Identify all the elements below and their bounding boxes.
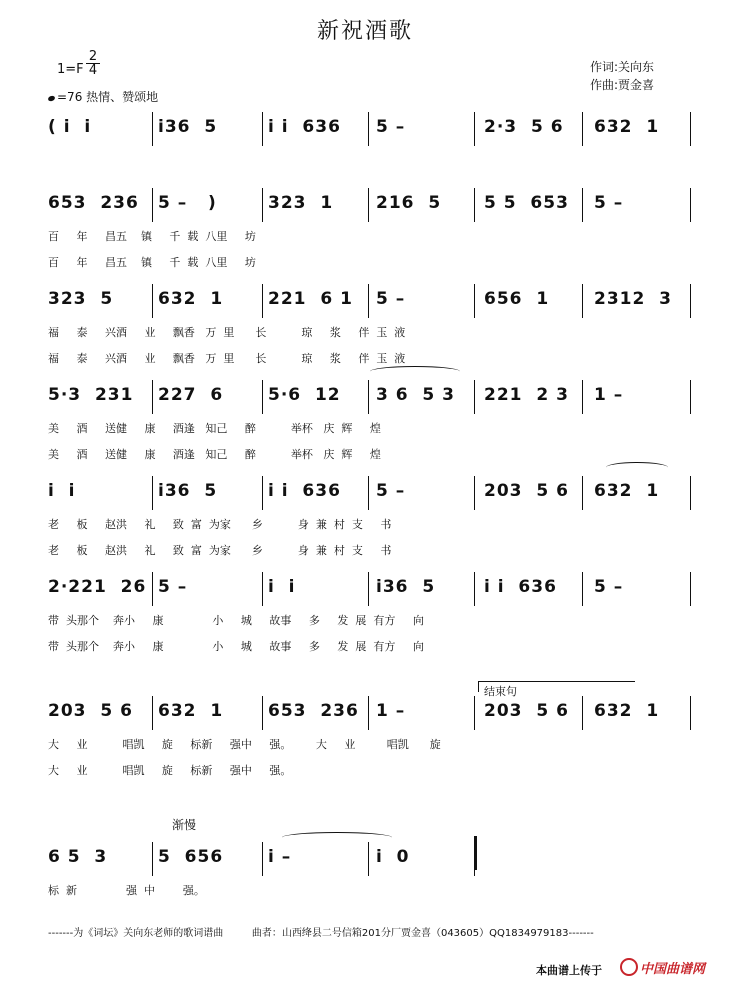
measure-notes: i – — [268, 847, 292, 867]
barline — [262, 112, 263, 146]
site-logo — [620, 958, 705, 977]
measure-notes: 653 236 — [48, 193, 139, 213]
barline — [368, 284, 369, 318]
measure-notes: 216 5 — [376, 193, 442, 213]
lyric-line: 美 酒 送健 康 酒逢 知己 醉 举杯 庆 辉 煌 — [48, 448, 381, 461]
time-signature — [86, 50, 100, 77]
lyricist-credit: 作词:关向东 — [590, 60, 655, 74]
measure-notes: 5·6 12 — [268, 385, 341, 405]
lyric-line: 老 板 赵洪 礼 致 富 为家 乡 身 兼 村 支 书 — [48, 518, 392, 531]
measure-notes: 203 5 6 — [484, 481, 569, 501]
meter-top: 2 — [86, 50, 100, 64]
measure-notes: i i 636 — [268, 481, 341, 501]
lyric-line: 福 泰 兴酒 业 飘香 万 里 长 琼 浆 伴 玉 液 — [48, 352, 406, 365]
barline — [368, 112, 369, 146]
measure-notes: 221 2 3 — [484, 385, 569, 405]
measure-notes: 5 – — [158, 577, 188, 597]
slur — [282, 832, 392, 843]
barline — [474, 696, 475, 730]
lyric-line: 大 业 唱凯 旋 标新 强中 强。 大 业 唱凯 旋 — [48, 738, 441, 751]
barline — [152, 188, 153, 222]
barline — [690, 696, 691, 730]
tempo-marking — [48, 88, 158, 105]
barline — [262, 842, 263, 876]
logo-icon — [620, 958, 638, 976]
barline — [368, 696, 369, 730]
barline — [582, 112, 583, 146]
measure-notes: i i 636 — [268, 117, 341, 137]
measure-notes: i i — [268, 577, 296, 597]
barline — [582, 696, 583, 730]
lyric-line: 带 头那个 奔小 康 小 城 故事 多 发 展 有方 向 — [48, 614, 424, 627]
measure-notes: i 0 — [376, 847, 410, 867]
measure-notes: 221 6 1 — [268, 289, 353, 309]
slur — [370, 366, 460, 377]
measure-notes: 1 – — [376, 701, 406, 721]
measure-notes: 5 – — [594, 193, 624, 213]
measure-notes: 656 1 — [484, 289, 550, 309]
measure-notes: i36 5 — [376, 577, 436, 597]
measure-notes: 632 1 — [594, 117, 660, 137]
measure-notes: 632 1 — [158, 289, 224, 309]
measure-notes: i i 636 — [484, 577, 557, 597]
barline — [262, 476, 263, 510]
barline — [690, 572, 691, 606]
barline — [474, 112, 475, 146]
lyric-line: 标 新 强 中 强。 — [48, 884, 205, 897]
measure-notes: 5 – — [376, 117, 406, 137]
barline — [262, 380, 263, 414]
measure-notes: 5·3 231 — [48, 385, 134, 405]
slur — [606, 462, 668, 473]
barline — [582, 284, 583, 318]
lyric-line: 百 年 昌五 镇 千 载 八里 坊 — [48, 256, 256, 269]
measure-notes: 5 656 — [158, 847, 224, 867]
barline — [262, 188, 263, 222]
barline — [582, 188, 583, 222]
barline — [262, 572, 263, 606]
measure-notes: 632 1 — [594, 481, 660, 501]
barline — [262, 284, 263, 318]
barline — [582, 476, 583, 510]
barline — [152, 696, 153, 730]
barline — [262, 696, 263, 730]
barline — [152, 380, 153, 414]
ritardando-marking: 渐慢 — [172, 818, 197, 832]
quarter-note-icon — [47, 95, 55, 102]
measure-notes: 5 5 653 — [484, 193, 569, 213]
barline — [368, 380, 369, 414]
measure-notes: 203 5 6 — [48, 701, 133, 721]
barline — [690, 380, 691, 414]
barline — [152, 572, 153, 606]
measure-notes: i36 5 — [158, 481, 218, 501]
barline — [474, 380, 475, 414]
barline — [474, 572, 475, 606]
measure-notes: 203 5 6 — [484, 701, 569, 721]
measure-notes: 2·3 5 6 — [484, 117, 564, 137]
measure-notes: i i — [48, 481, 76, 501]
measure-notes: 5 – — [594, 577, 624, 597]
composer-credit: 作曲:贾金喜 — [590, 78, 655, 92]
measure-notes: 323 5 — [48, 289, 114, 309]
measure-notes: 653 236 — [268, 701, 359, 721]
key-signature: 1=F — [57, 62, 84, 77]
barline — [474, 284, 475, 318]
measure-notes: 323 1 — [268, 193, 334, 213]
barline — [368, 476, 369, 510]
barline — [152, 842, 153, 876]
barline — [152, 284, 153, 318]
barline — [474, 188, 475, 222]
barline — [368, 188, 369, 222]
measure-notes: 1 – — [594, 385, 624, 405]
upload-text: 本曲谱上传于 — [536, 964, 602, 977]
barline — [152, 476, 153, 510]
logo-text: 中国曲谱网 — [640, 962, 706, 977]
lyric-line: 美 酒 送健 康 酒逢 知己 醉 举杯 庆 辉 煌 — [48, 422, 381, 435]
barline — [690, 188, 691, 222]
measure-notes: 3 6 5 3 — [376, 385, 455, 405]
measure-notes: 632 1 — [158, 701, 224, 721]
lyric-line: 大 业 唱凯 旋 标新 强中 强。 — [48, 764, 292, 777]
lyric-line: 福 泰 兴酒 业 飘香 万 里 长 琼 浆 伴 玉 液 — [48, 326, 406, 339]
tempo-text: =76 热情、赞颂地 — [57, 90, 159, 104]
lyric-line: 百 年 昌五 镇 千 载 八里 坊 — [48, 230, 256, 243]
barline — [474, 476, 475, 510]
measure-notes: 227 6 — [158, 385, 224, 405]
barline — [582, 572, 583, 606]
barline — [582, 380, 583, 414]
measure-notes: i36 5 — [158, 117, 218, 137]
final-barline — [474, 836, 477, 870]
measure-notes: 5 – — [376, 481, 406, 501]
ending-label: 结束句 — [484, 685, 517, 698]
measure-notes: 6 5 3 — [48, 847, 108, 867]
barline — [152, 112, 153, 146]
meter-bottom: 4 — [88, 63, 98, 78]
measure-notes: 5 – ) — [158, 193, 217, 213]
barline — [368, 572, 369, 606]
footer-note: -------为《词坛》关向东老师的歌词谱曲 曲者：山西绛县二号信箱201分厂贾金喜（043605）QQ1834979183------- — [48, 928, 594, 939]
measure-notes: 2·221 26 — [48, 577, 147, 597]
score-title: 新祝酒歌 — [316, 19, 413, 44]
lyric-line: 老 板 赵洪 礼 致 富 为家 乡 身 兼 村 支 书 — [48, 544, 392, 557]
measure-notes: ( i i — [48, 117, 92, 137]
measure-notes: 632 1 — [594, 701, 660, 721]
barline — [368, 842, 369, 876]
measure-notes: 2312 3 — [594, 289, 672, 309]
barline — [690, 476, 691, 510]
measure-notes: 5 – — [376, 289, 406, 309]
lyric-line: 带 头那个 奔小 康 小 城 故事 多 发 展 有方 向 — [48, 640, 424, 653]
barline — [690, 284, 691, 318]
barline — [690, 112, 691, 146]
